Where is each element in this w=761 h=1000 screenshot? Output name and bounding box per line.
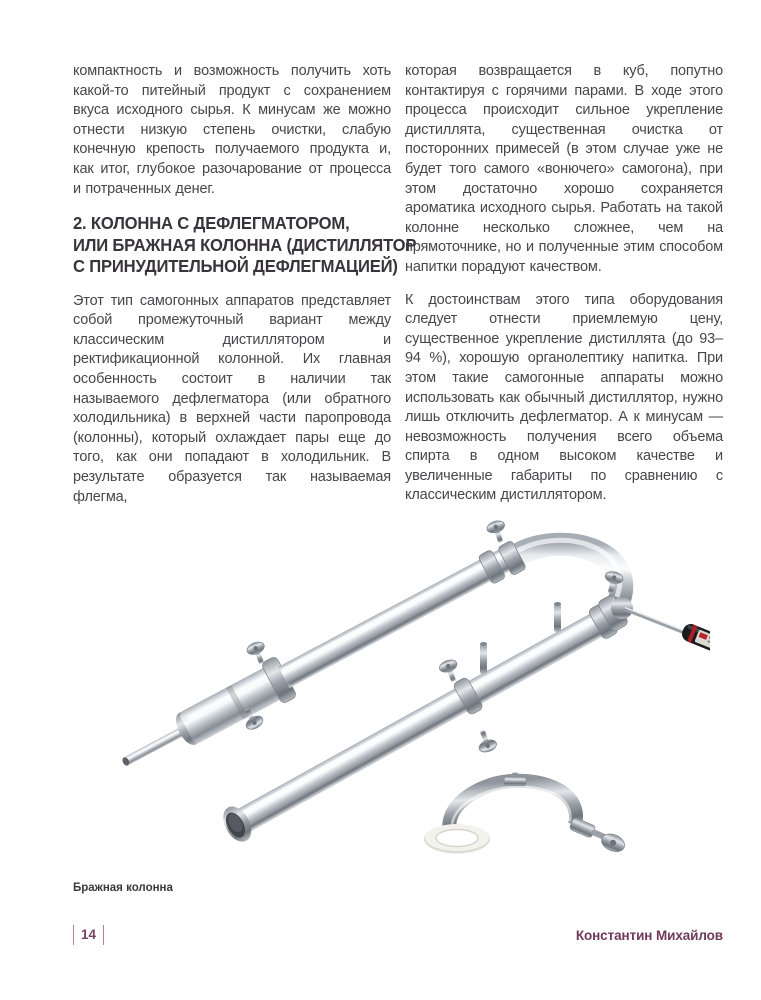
page-footer — [73, 925, 723, 945]
mash-column-illustration — [50, 512, 710, 862]
page-number: 14 — [73, 925, 104, 945]
mash-column-figure — [50, 512, 710, 864]
heading-line: ИЛИ БРАЖНАЯ КОЛОННА (ДИСТИЛЛЯТОР — [73, 234, 417, 255]
left-column — [73, 62, 417, 507]
paragraph: которая возвращается в куб, попутно контактируя с горячими парами. В ходе этого процесса происходит сильное укрепление дистиллята, существенная очистка от посторонних примесей (в этом случае уже не будет того самого «вонючего» самогона), при этом достаточно хорошо сохраняется ароматика исходного сырья. Работать на такой колонне несколько сложнее, чем на прямоточнике, но и полученные этим способом напитки порадуют качеством. — [405, 63, 723, 275]
section-heading — [73, 213, 417, 278]
paragraph: компактность и возможность получить хоть какой-то питейный продукт с сохранением вкуса исходного сырья. К минусам же можно отнести низкую степень очистки, слабую конечную крепость получаемого продукта и, как итог, глубокое разочарование от процесса и потраченных денег. — [73, 63, 391, 197]
paragraph: К достоинствам этого типа оборудования следует отнести приемлемую цену, существенное укрепление дистиллята (до 93–94 %), хорошую органолептику напитка. При этом такие самогонные аппараты можно использовать как обычный дистиллятор, нужно лишь отключить дефлегматор. А к минусам — невозможность получения всего объема спирта в одном высоком качестве и увеличенные габариты по сравнению с классическим дистиллятором. — [405, 291, 723, 504]
gasket-ring — [424, 824, 490, 854]
paragraph: Этот тип самогонных аппаратов представляет собой промежуточный вариант между классическим дистиллятором и ректификационной колонной. Их главная особенность состоит в наличии так называемого дефлегматора (или обратного холодильника) в верхней части паропровода (колонны), который охлаждает пары еще до того, как они попадают в холодильник. В результате образуется так называемая флегма, — [73, 292, 391, 505]
thermometer — [625, 608, 710, 662]
right-column — [405, 62, 723, 507]
heading-line: С ПРИНУДИТЕЛЬНОЙ ДЕФЛЕГМАЦИЕЙ) — [73, 256, 398, 277]
author-name: Константин Михайлов — [575, 927, 723, 943]
heading-line: 2. КОЛОННА С ДЕФЛЕГМАТОРОМ, — [73, 213, 350, 234]
two-column-text — [73, 62, 723, 507]
figure-caption: Бражная колонна — [73, 882, 173, 894]
